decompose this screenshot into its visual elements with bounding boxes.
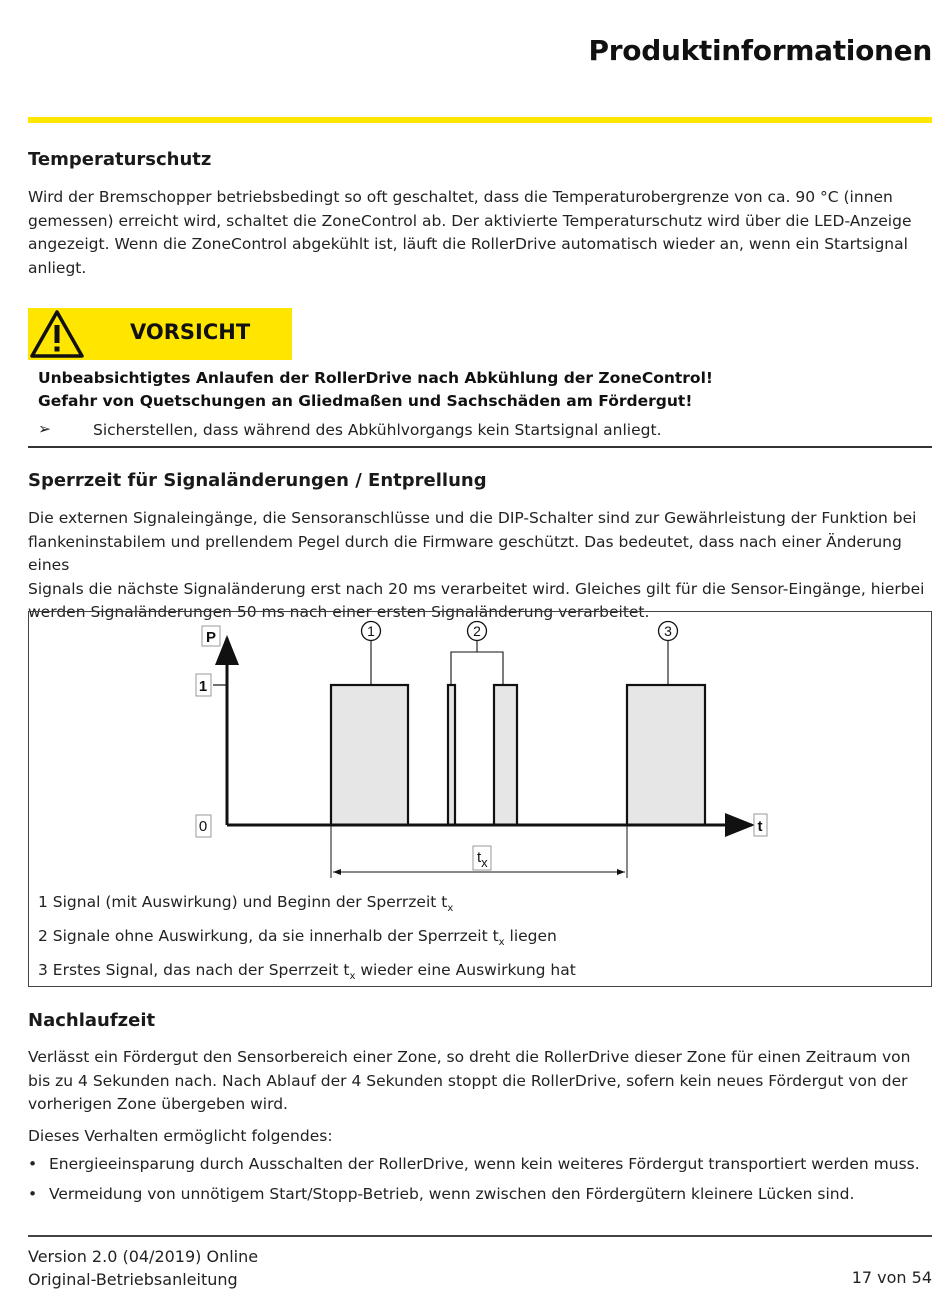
text-line: Die externen Signaleingänge, die Sensoranschlüsse und die DIP-Schalter sind zur Gewährleistung der Funktion bei [28, 509, 917, 527]
y-axis-label: P [205, 629, 217, 646]
text-line: bis zu 4 Sekunden nach. Nach Ablauf der 4 Sekunden stoppt die RollerDrive, sofern kein neues Fördergut von der [28, 1071, 908, 1090]
text-line: angezeigt. Wenn die ZoneControl abgekühlt ist, läuft die RollerDrive automatisch wieder an, wenn ein Startsignal [28, 235, 908, 253]
callout-label-3: 3 [664, 623, 672, 639]
x-axis-label: t [757, 818, 763, 835]
list-item-text: Vermeidung von unnötigem Start/Stopp-Betrieb, wenn zwischen den Fördergütern kleinere Lücken sind. [49, 1185, 855, 1203]
legend-item-3 [38, 961, 576, 982]
legend-subscript: x [349, 971, 356, 983]
section-heading-sperrzeit: Sperrzeit für Signaländerungen / Entprellung [28, 470, 487, 491]
text-line: Signals die nächste Signaländerung erst nach 20 ms verarbeitet wird. Gleiches gilt für die Sensor-Eingänge, hierbei [28, 579, 925, 598]
footer-divider [28, 1235, 932, 1237]
tick-label-one: 1 [198, 678, 208, 695]
warning-line: Gefahr von Quetschungen an Gliedmaßen und Sachschäden am Fördergut! [38, 392, 693, 410]
arrow-bullet-icon: ➢ [38, 420, 51, 438]
blocking-time-sub: x [481, 855, 488, 870]
legend-text: 1 Signal (mit Auswirkung) und Beginn der Sperrzeit t [38, 893, 448, 911]
warning-instruction: Sicherstellen, dass während des Abkühlvorgangs kein Startsignal anliegt. [93, 421, 662, 439]
text-line: Verlässt ein Fördergut den Sensorbereich einer Zone, so dreht die RollerDrive dieser Zone für einen Zeitraum von [28, 1048, 911, 1066]
list-item [28, 1155, 920, 1173]
signal-pulse-2a [448, 685, 455, 825]
legend-text: 3 Erstes Signal, das nach der Sperrzeit t [38, 961, 350, 979]
bullet-icon: • [28, 1185, 38, 1203]
page-number: 17 von 54 [851, 1268, 932, 1287]
text-line: flankeninstabilem und prellendem Pegel durch die Firmware geschützt. Das bedeutet, dass nach einer Änderung eines [28, 532, 902, 574]
footer-document: Original-Betriebsanleitung [28, 1270, 238, 1289]
footer-info [28, 1245, 258, 1291]
text-line: vorherigen Zone übergeben wird. [28, 1095, 288, 1113]
text-line: gemessen) erreicht wird, schaltet die ZoneControl ab. Der aktivierte Temperaturschutz wird über die LED-Anzeige [28, 211, 912, 230]
legend-text: 2 Signale ohne Auswirkung, da sie innerhalb der Sperrzeit t [38, 927, 499, 945]
legend-item-1 [38, 893, 453, 914]
page-header-title: Produktinformationen [588, 34, 932, 67]
callout-label-1: 1 [367, 623, 375, 639]
list-item [28, 1185, 854, 1203]
nachlaufzeit-intro: Dieses Verhalten ermöglicht folgendes: [28, 1127, 333, 1145]
signal-pulse-2b [494, 685, 517, 825]
section-heading-temperaturschutz: Temperaturschutz [28, 149, 212, 170]
signal-pulse-1 [331, 685, 408, 825]
text-line: werden Signaländerungen 50 ms nach einer ersten Signaländerung verarbeitet. [28, 603, 650, 621]
legend-text: liegen [504, 927, 557, 945]
signal-pulse-3 [627, 685, 705, 825]
section-heading-nachlaufzeit: Nachlaufzeit [28, 1010, 156, 1031]
text-line: Wird der Bremschopper betriebsbedingt so oft geschaltet, dass die Temperaturobergrenze von ca. 90 °C (innen [28, 188, 893, 206]
legend-text: wieder eine Auswirkung hat [355, 961, 576, 979]
footer-version: Version 2.0 (04/2019) Online [28, 1247, 259, 1266]
tick-label-zero: 0 [198, 818, 208, 835]
legend-subscript: x [498, 937, 505, 949]
text-line: anliegt. [28, 258, 87, 277]
callout-label-2: 2 [473, 623, 481, 639]
bullet-icon: • [28, 1155, 38, 1173]
warning-line: Unbeabsichtigtes Anlaufen der RollerDrive nach Abkühlung der ZoneControl! [38, 369, 713, 387]
warning-label: VORSICHT [130, 320, 251, 344]
legend-subscript: x [447, 903, 454, 915]
list-item-text: Energieeinsparung durch Ausschalten der RollerDrive, wenn kein weiteres Fördergut transportiert werden muss. [49, 1155, 920, 1173]
nachlaufzeit-paragraph [28, 1046, 928, 1117]
legend-item-2 [38, 927, 557, 948]
blocking-time-main: t [477, 849, 482, 866]
